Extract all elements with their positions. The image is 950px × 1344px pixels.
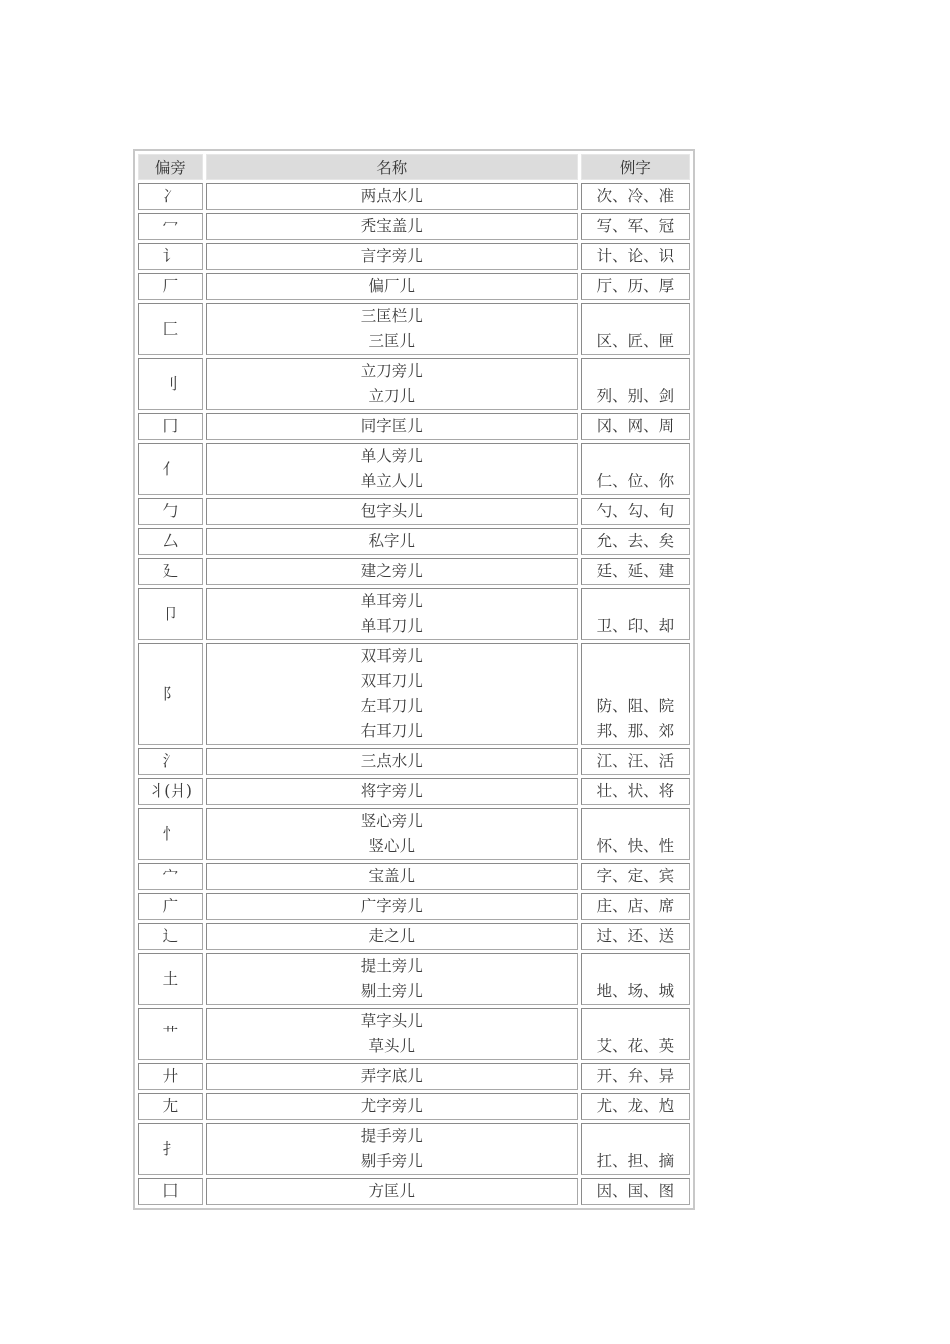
table-row (138, 303, 690, 355)
examples-cell (581, 1178, 690, 1205)
radical-name: 双耳旁儿 (360, 647, 423, 665)
radical-cell: 氵 (138, 748, 203, 775)
radical-name: 三匡儿 (368, 332, 415, 350)
name-cell (206, 643, 578, 745)
radical-name: 尤字旁儿 (360, 1097, 423, 1115)
radical-cell: 冖 (138, 213, 203, 240)
examples-cell (581, 213, 690, 240)
name-cell (206, 213, 578, 240)
name-cell (206, 303, 578, 355)
radical-name: 提土旁儿 (360, 957, 423, 975)
radical-name: 建之旁儿 (360, 562, 423, 580)
header-radical: 偏旁 (138, 154, 203, 180)
example-chars: 勺、勾、旬 (596, 502, 675, 520)
example-chars: 廷、延、建 (596, 562, 675, 580)
name-cell (206, 1008, 578, 1060)
name-cell (206, 528, 578, 555)
radical-name: 秃宝盖儿 (360, 217, 423, 235)
examples-cell (581, 243, 690, 270)
name-cell (206, 748, 578, 775)
example-chars: 区、匠、匣 (596, 332, 675, 350)
table-row (138, 243, 690, 270)
name-cell (206, 1123, 578, 1175)
table-row (138, 273, 690, 300)
radical-name: 言字旁儿 (360, 247, 423, 265)
radical-name: 双耳刀儿 (360, 672, 423, 690)
table-row (138, 748, 690, 775)
table-row (138, 1008, 690, 1060)
radical-cell: 冂 (138, 413, 203, 440)
example-chars: 壮、状、将 (596, 782, 675, 800)
example-chars: 过、还、送 (596, 927, 675, 945)
table-row (138, 413, 690, 440)
table-row (138, 588, 690, 640)
name-cell (206, 443, 578, 495)
radical-cell: 厶 (138, 528, 203, 555)
examples-cell (581, 183, 690, 210)
radicals-table-container (133, 149, 695, 1210)
radical-cell: 卩 (138, 588, 203, 640)
name-cell (206, 1093, 578, 1120)
example-chars: 防、阻、院 (596, 697, 675, 715)
name-cell (206, 808, 578, 860)
name-cell (206, 778, 578, 805)
radical-name: 单耳刀儿 (360, 617, 423, 635)
example-chars: 冈、网、周 (596, 417, 675, 435)
examples-cell (581, 643, 690, 745)
examples-cell (581, 358, 690, 410)
table-row (138, 808, 690, 860)
example-chars: 地、场、城 (596, 982, 675, 1000)
example-chars: 艾、花、英 (596, 1037, 675, 1055)
radical-cell: 阝 (138, 643, 203, 745)
examples-cell (581, 778, 690, 805)
example-chars: 字、定、宾 (596, 867, 675, 885)
table-row (138, 1093, 690, 1120)
example-chars: 列、别、剑 (596, 387, 675, 405)
radical-name: 单人旁儿 (360, 447, 423, 465)
table-row (138, 863, 690, 890)
radical-cell: 扌 (138, 1123, 203, 1175)
radical-name: 立刀旁儿 (360, 362, 423, 380)
table-row (138, 778, 690, 805)
header-name: 名称 (206, 154, 578, 180)
header-examples: 例字 (581, 154, 690, 180)
radical-name: 提手旁儿 (360, 1127, 423, 1145)
examples-cell (581, 558, 690, 585)
radical-name: 立刀儿 (368, 387, 415, 405)
name-cell (206, 358, 578, 410)
example-chars: 次、冷、准 (596, 187, 675, 205)
radical-name: 单耳旁儿 (360, 592, 423, 610)
examples-cell (581, 498, 690, 525)
radical-cell: 艹 (138, 1008, 203, 1060)
example-chars: 写、军、冠 (596, 217, 675, 235)
examples-cell (581, 443, 690, 495)
radical-name: 将字旁儿 (360, 782, 423, 800)
name-cell (206, 183, 578, 210)
radical-name: 宝盖儿 (368, 867, 415, 885)
radical-name: 方匡儿 (368, 1182, 415, 1200)
radical-name: 草头儿 (368, 1037, 415, 1055)
radical-cell: 讠 (138, 243, 203, 270)
name-cell (206, 498, 578, 525)
examples-cell (581, 588, 690, 640)
name-cell (206, 923, 578, 950)
radical-name: 同字匡儿 (360, 417, 423, 435)
radical-name: 三点水儿 (360, 752, 423, 770)
radical-name: 偏厂儿 (368, 277, 415, 295)
radical-cell: 匚 (138, 303, 203, 355)
name-cell (206, 1063, 578, 1090)
radical-cell: 厂 (138, 273, 203, 300)
example-chars: 计、论、识 (596, 247, 675, 265)
examples-cell (581, 1093, 690, 1120)
examples-cell (581, 1123, 690, 1175)
table-row (138, 1178, 690, 1205)
examples-cell (581, 748, 690, 775)
radical-name: 包字头儿 (360, 502, 423, 520)
table-row (138, 1123, 690, 1175)
table-row (138, 923, 690, 950)
table-row (138, 183, 690, 210)
radical-cell: 冫 (138, 183, 203, 210)
name-cell (206, 863, 578, 890)
examples-cell (581, 273, 690, 300)
example-chars: 江、汪、活 (596, 752, 675, 770)
radical-name: 广字旁儿 (360, 897, 423, 915)
radical-cell: 廾 (138, 1063, 203, 1090)
radical-name: 走之儿 (368, 927, 415, 945)
table-header-row (138, 154, 690, 180)
example-chars: 邦、那、郊 (596, 722, 675, 740)
radicals-table (135, 151, 693, 1208)
examples-cell (581, 953, 690, 1005)
table-row (138, 558, 690, 585)
examples-cell (581, 863, 690, 890)
radical-cell: 丬(爿) (138, 778, 203, 805)
radical-cell: 忄 (138, 808, 203, 860)
radical-name: 左耳刀儿 (360, 697, 423, 715)
radical-cell: 宀 (138, 863, 203, 890)
radical-name: 私字儿 (368, 532, 415, 550)
name-cell (206, 273, 578, 300)
table-row (138, 528, 690, 555)
radical-name: 三匡栏儿 (360, 307, 423, 325)
example-chars: 厅、历、厚 (596, 277, 675, 295)
table-row (138, 1063, 690, 1090)
examples-cell (581, 923, 690, 950)
radical-cell: 勹 (138, 498, 203, 525)
table-row (138, 213, 690, 240)
example-chars: 因、国、图 (596, 1182, 675, 1200)
examples-cell (581, 413, 690, 440)
table-row (138, 953, 690, 1005)
radical-name: 剔土旁儿 (360, 982, 423, 1000)
radical-name: 竖心旁儿 (360, 812, 423, 830)
example-chars: 扛、担、摘 (596, 1152, 675, 1170)
radical-cell: 辶 (138, 923, 203, 950)
radical-cell: 广 (138, 893, 203, 920)
name-cell (206, 413, 578, 440)
name-cell (206, 893, 578, 920)
example-chars: 允、去、矣 (596, 532, 675, 550)
name-cell (206, 558, 578, 585)
examples-cell (581, 1008, 690, 1060)
radical-name: 两点水儿 (360, 187, 423, 205)
radical-name: 右耳刀儿 (360, 722, 423, 740)
radical-name: 草字头儿 (360, 1012, 423, 1030)
radical-name: 单立人儿 (360, 472, 423, 490)
radical-cell: 土 (138, 953, 203, 1005)
radical-cell: 亻 (138, 443, 203, 495)
table-body (138, 183, 690, 1205)
radical-cell: 刂 (138, 358, 203, 410)
table-row (138, 893, 690, 920)
examples-cell (581, 893, 690, 920)
example-chars: 怀、快、性 (596, 837, 675, 855)
radical-name: 竖心儿 (368, 837, 415, 855)
example-chars: 庄、店、席 (596, 897, 675, 915)
examples-cell (581, 303, 690, 355)
radical-name: 弄字底儿 (360, 1067, 423, 1085)
examples-cell (581, 808, 690, 860)
example-chars: 卫、印、却 (596, 617, 675, 635)
table-row (138, 358, 690, 410)
table-row (138, 443, 690, 495)
table-row (138, 643, 690, 745)
radical-name: 剔手旁儿 (360, 1152, 423, 1170)
name-cell (206, 243, 578, 270)
examples-cell (581, 1063, 690, 1090)
example-chars: 开、弁、异 (596, 1067, 675, 1085)
table-row (138, 498, 690, 525)
name-cell (206, 1178, 578, 1205)
name-cell (206, 588, 578, 640)
name-cell (206, 953, 578, 1005)
example-chars: 尤、龙、尥 (596, 1097, 675, 1115)
radical-cell: 尢 (138, 1093, 203, 1120)
examples-cell (581, 528, 690, 555)
radical-cell: 廴 (138, 558, 203, 585)
radical-cell: 囗 (138, 1178, 203, 1205)
example-chars: 仁、位、你 (596, 472, 675, 490)
